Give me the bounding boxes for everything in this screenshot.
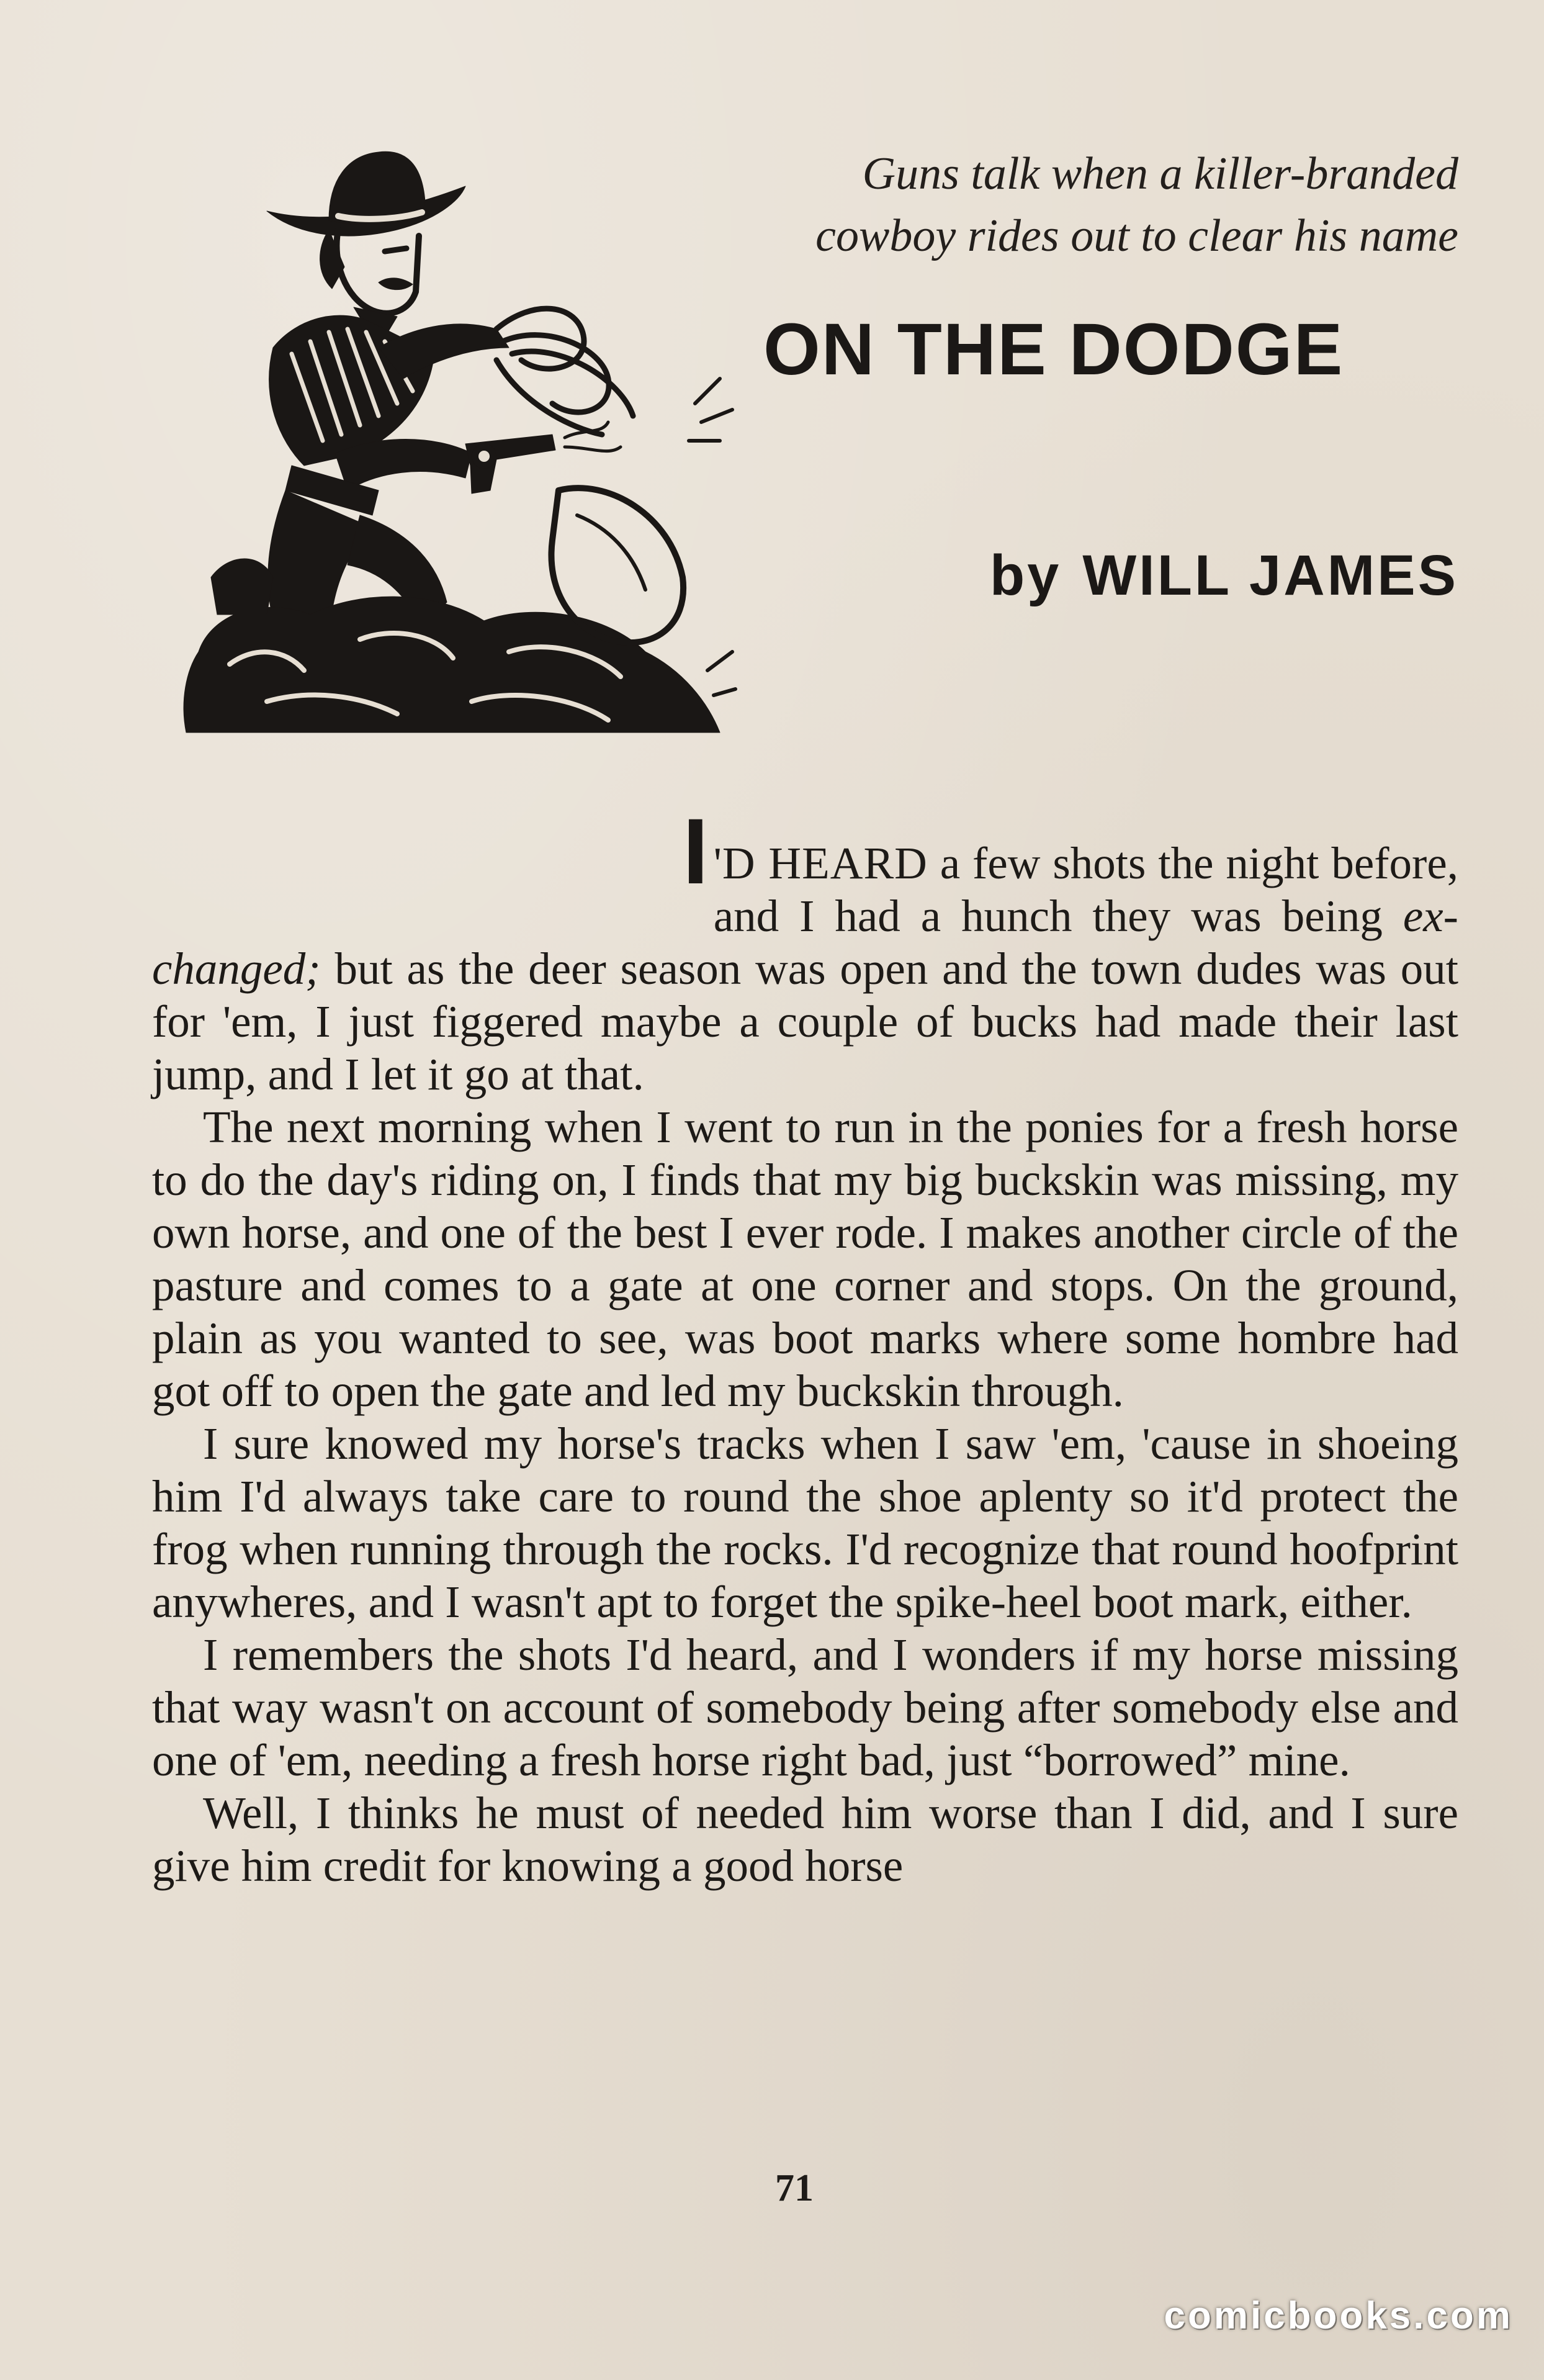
page-number: 71 (775, 2167, 814, 2209)
story-tagline (695, 143, 1458, 267)
tagline-line-2: cowboy rides out to clear his name (815, 210, 1458, 261)
paragraph-2: The next morning when I went to run in the ponies for a fresh horse to do the day's riding on, I finds that my big buckskin was missing, my own horse, and one of the best I ever rode. I makes another circle of the pasture and comes to a gate at one corner and stops. On the ground, plain as you wanted to see, was boot marks where some hombre had got off to open the gate and led my buckskin through. (152, 1102, 1458, 1416)
drop-cap: I (683, 799, 709, 903)
tagline-line-1: Guns talk when a killer-branded (862, 148, 1458, 199)
byline-prefix: by (989, 544, 1062, 607)
paragraph-1-text-a: a few shots the night before, and I had a hunch they was being (713, 838, 1458, 941)
paragraph-4: I remembers the shots I'd heard, and I wonders if my horse missing that way wasn't on account of somebody being after somebody else and one of 'em, needing a fresh horse right bad, just “borrowed” mine. (152, 1629, 1458, 1785)
paragraph-1-italic: ex-changed; (152, 891, 1458, 994)
paragraph-3: I sure knowed my horse's tracks when I saw 'em, 'cause in shoeing him I'd always take care to round the shoe aplenty so it'd protect the frog when running through the rocks. I'd recognize that round hoofprint anywheres, and I wasn't apt to forget the spike-heel boot mark, either. (152, 1418, 1458, 1627)
author-name: WILL JAMES (1082, 544, 1458, 607)
cowboy-illustration (174, 143, 738, 739)
paragraph-1 (152, 801, 1458, 1101)
story-body (152, 801, 1458, 1892)
byline (869, 543, 1458, 608)
site-watermark: comicbooks.com (1164, 2294, 1513, 2337)
paragraph-1-text-b: but as the deer season was open and the town dudes was out for 'em, I just figgered maybe a couple of bucks had made their last jump, and I let it go at that. (152, 944, 1458, 1099)
opening-words: 'D HEARD (713, 838, 928, 888)
paragraph-5: Well, I thinks he must of needed him worse than I did, and I sure give him credit for knowing a good horse (152, 1788, 1458, 1891)
story-title: ON THE DODGE (763, 309, 1344, 390)
